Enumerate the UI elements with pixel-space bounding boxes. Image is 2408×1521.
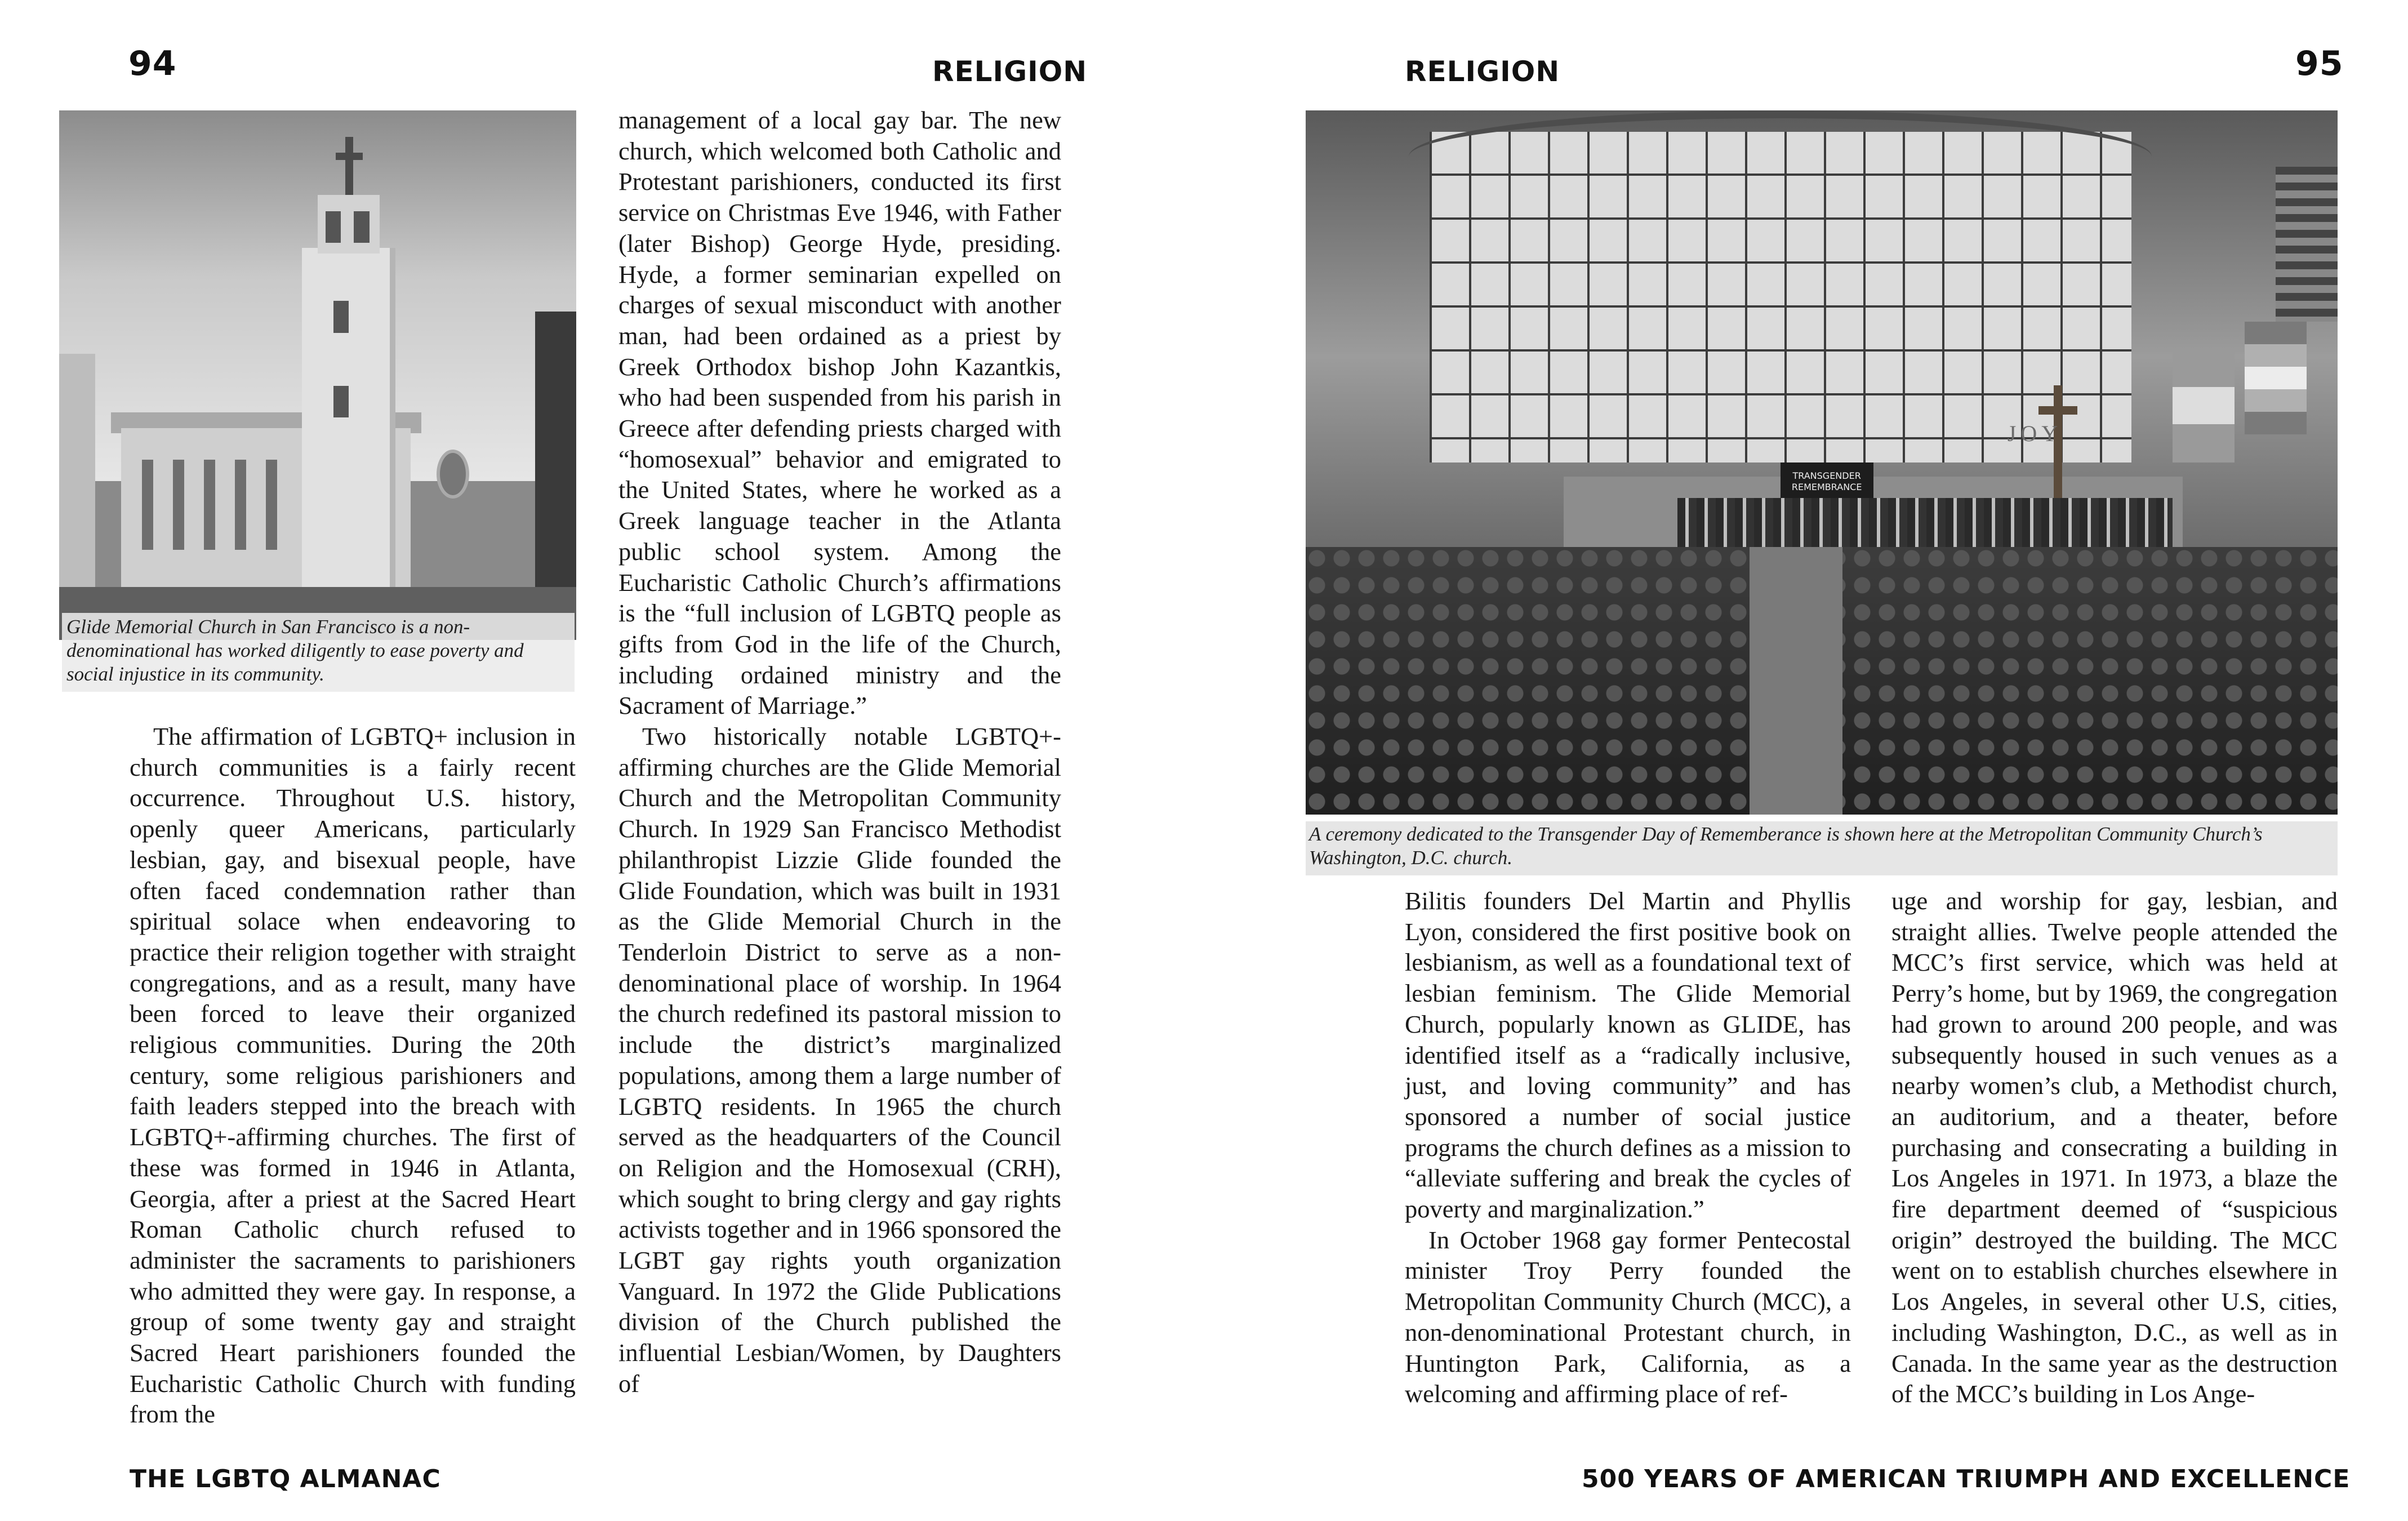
photo-caption-left: Glide Memorial Church in San Francisco is a non-denominational has worked diligently to ease poverty and social injustice in its community.	[62, 613, 575, 692]
running-head-left: RELIGION	[932, 55, 1088, 88]
paragraph: The affirmation of LGBTQ+ inclusion in church communities is a fairly recent occurrence. Throughout U.S. history, openly queer Americans, particularly lesbian, gay, and bisexual people, have often faced condemnation rather than spiritual solace when endeavoring to practice their religion together with straight congregations, and as a result, many have been forced to leave their organized religious communities. During the 20th century, some religious parishioners and faith leaders stepped into the breach with LGBTQ+-affirming churches. The first of these was formed in 1946 in Atlanta, Georgia, after a priest at the Sacred Heart Roman Catholic church refused to administer the sacraments to parishioners who admitted they were gay. In response, a group of some twenty gay and straight Sacred Heart parishioners founded the Eucharistic Catholic Church with funding from the	[130, 722, 576, 1429]
glide-church-photo	[59, 110, 576, 640]
footer-right: 500 YEARS OF AMERICAN TRIUMPH AND EXCELLENCE	[1582, 1465, 2351, 1493]
paragraph: management of a local gay bar. The new church, which welcomed both Catholic and Protestant parishioners, conducted its first service on Christmas Eve 1946, with Father (later Bishop) George Hyde, presiding. Hyde, a former seminarian expelled on charges of sexual misconduct with another man, had been ordained as a priest by Greek Orthodox bishop John Kazantkis, who had been suspended from his parish in Greece after defending priests charged with “homosexual” behavior and emigrated to the United States, where he worked as a Greek language teacher in the Atlanta public school system. Among the Eucharistic Catholic Church’s affirmations is the “full inclusion of LGBTQ people as gifts from God in the life of the Church, including ordained ministry and the Sacrament of Marriage.”	[618, 106, 1061, 720]
photo-banner: TRANSGENDER REMEMBRANCE	[1781, 462, 1873, 533]
paragraph: uge and worship for gay, lesbian, and straight allies. Twelve people attended the MCC’s first service, which was held at Perry’s home, but by 1969, the congregation had grown to around 200 people, and was subsequently housed in such venues as a nearby women’s club, a Methodist church, an auditorium, and a theater, before purchasing and consecrating a building in Los Angeles in 1971. In 1973, a blaze the fire department deemed of “suspicious origin” destroyed the building. The MCC went on to establish churches elsewhere in Los Angeles, in several other U.S, cities, including Washington, D.C., as well as in Canada. In the same year as the destruction of the MCC’s building in Los Ange-	[1891, 887, 2338, 1408]
photo-caption-right: A ceremony dedicated to the Transgender Day of Rememberance is shown here at the Metropolitan Community Church’s Washington, D.C. church.	[1306, 821, 2338, 875]
paragraph: Bilitis founders Del Martin and Phyllis Lyon, considered the first positive book on lesbianism, as well as a foundational text of lesbian feminism. The Glide Memorial Church, popularly known as GLIDE, has identified itself as a “radically inclusive, just, and loving community” and has sponsored a number of social justice programs the church defines as a mission to “alleviate suffering and break the cycles of poverty and marginalization.”	[1405, 887, 1851, 1224]
page-number-right: 95	[2295, 44, 2344, 83]
text-column-right-1	[1405, 886, 1851, 1409]
running-head-right: RELIGION	[1405, 55, 1560, 88]
paragraph: Two historically notable LGBTQ+-affirming churches are the Glide Memorial Church and the Metropolitan Community Church. In 1929 San Francisco Methodist philanthropist Lizzie Glide founded the Glide Foundation, which was built in 1931 as the Glide Memorial Church in the Tenderloin District to serve as a non-denominational place of worship. In 1964 the church redefined its pastoral mission to include the district’s marginalized populations, among them a large number of LGBTQ residents. In 1965 the church served as the headquarters of the Council on Religion and the Homosexual (CRH), which sought to bring clergy and gay rights activists together and in 1966 sponsored the LGBT gay rights youth organization Vanguard. In 1972 the Glide Publications division of the Church published the influential Lesbian/Women, by Daughters of	[618, 722, 1061, 1398]
text-column-left-2	[618, 105, 1061, 1399]
paragraph: In October 1968 gay former Pentecostal minister Troy Perry founded the Metropolitan Community Church (MCC), a non-denominational Protestant church, in Huntington Park, California, as a welcoming and affirming place of ref-	[1405, 1225, 1851, 1408]
page-number-left: 94	[128, 44, 177, 83]
text-column-right-2	[1891, 886, 2338, 1409]
footer-left: THE LGBTQ ALMANAC	[130, 1465, 441, 1493]
photo-wall-text: JOY	[2007, 421, 2063, 446]
text-column-left-1	[130, 721, 576, 1430]
ceremony-photo	[1306, 110, 2338, 815]
